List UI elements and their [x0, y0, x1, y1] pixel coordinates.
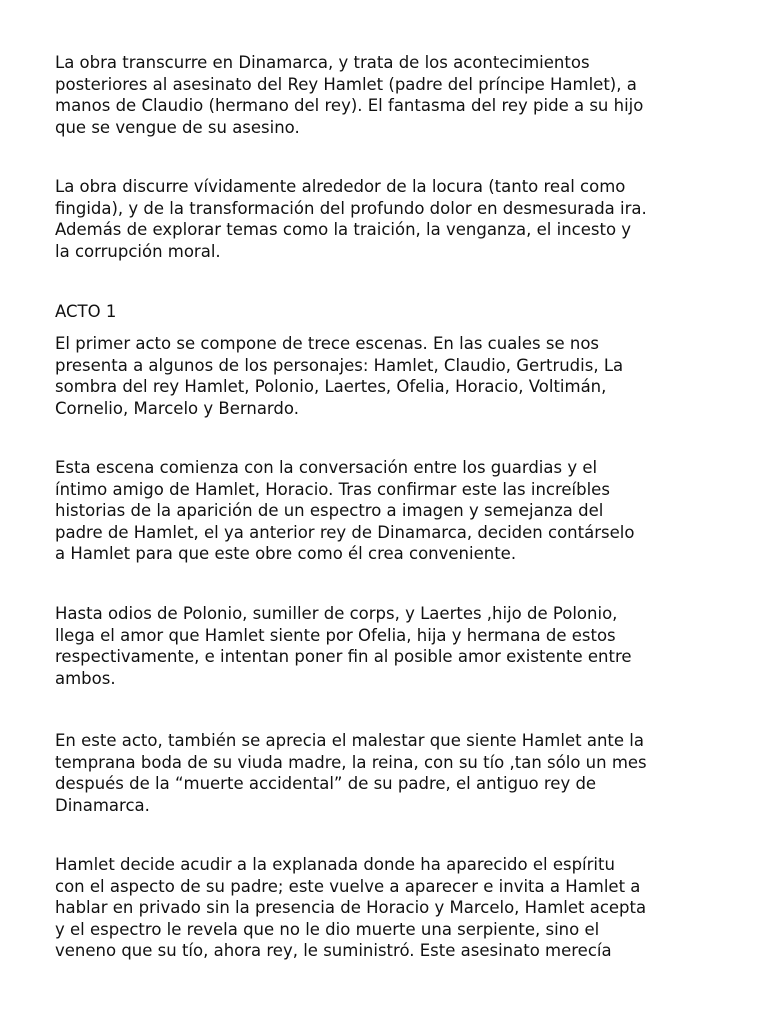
section-heading-acto-1 — [55, 301, 755, 323]
paragraph-scene — [55, 457, 755, 565]
text-line: Hasta odios de Polonio, sumiller de corps, y Laertes ,hijo de Polonio, — [55, 604, 618, 623]
section-heading: ACTO 1 — [55, 302, 117, 321]
text-line: presenta a algunos de los personajes: Hamlet, Claudio, Gertrudis, La — [55, 355, 624, 375]
text-line: con el aspecto de su padre; este vuelve a aparecer e invita a Hamlet a — [55, 876, 641, 896]
paragraph-themes — [55, 176, 755, 262]
text-line: que se vengue de su asesino. — [55, 117, 300, 137]
text-line: ambos. — [55, 668, 116, 688]
text-line: La obra transcurre en Dinamarca, y trata de los acontecimientos — [55, 53, 590, 72]
text-line: Hamlet decide acudir a la explanada donde ha aparecido el espíritu — [55, 855, 615, 874]
text-line: sombra del rey Hamlet, Polonio, Laertes, Ofelia, Horacio, Voltimán, — [55, 377, 607, 397]
text-line: veneno que su tío, ahora rey, le suministró. Este asesinato merecía — [55, 941, 612, 961]
paragraph-malestar — [55, 730, 755, 816]
text-line: manos de Claudio (hermano del rey). El fantasma del rey pide a su hijo — [55, 96, 644, 116]
text-line: temprana boda de su viuda madre, la reina, con su tío ,tan sólo un mes — [55, 752, 647, 772]
paragraph-espiritu — [55, 854, 755, 962]
text-line: Dinamarca. — [55, 795, 150, 815]
paragraph-polonio — [55, 603, 755, 689]
text-line: íntimo amigo de Hamlet, Horacio. Tras confirmar este las increíbles — [55, 479, 610, 499]
text-line: hablar en privado sin la presencia de Horacio y Marcelo, Hamlet acepta — [55, 898, 647, 918]
text-line: Además de explorar temas como la traición, la venganza, el incesto y — [55, 220, 632, 240]
text-line: fingida), y de la transformación del profundo dolor en desmesurada ira. — [55, 198, 647, 218]
text-line: En este acto, también se aprecia el malestar que siente Hamlet ante la — [55, 731, 644, 750]
text-line: posteriores al asesinato del Rey Hamlet (padre del príncipe Hamlet), a — [55, 74, 637, 94]
text-line: padre de Hamlet, el ya anterior rey de Dinamarca, deciden contárselo — [55, 522, 635, 542]
text-line: historias de la aparición de un espectro a imagen y semejanza del — [55, 501, 604, 521]
text-line: y el espectro le revela que no le dio muerte una serpiente, sino el — [55, 919, 600, 939]
text-line: después de la “muerte accidental” de su padre, el antiguo rey de — [55, 774, 597, 794]
text-line: la corrupción moral. — [55, 241, 221, 261]
text-line: Esta escena comienza con la conversación entre los guardias y el — [55, 458, 598, 477]
text-line: La obra discurre vívidamente alrededor de la locura (tanto real como — [55, 177, 626, 196]
text-line: llega el amor que Hamlet siente por Ofelia, hija y hermana de estos — [55, 625, 616, 645]
paragraph-characters — [55, 333, 755, 419]
text-line: respectivamente, e intentan poner fin al posible amor existente entre — [55, 647, 632, 667]
text-line: El primer acto se compone de trece escenas. En las cuales se nos — [55, 334, 600, 353]
text-line: Cornelio, Marcelo y Bernardo. — [55, 398, 299, 418]
text-line: a Hamlet para que este obre como él crea conveniente. — [55, 544, 517, 564]
paragraph-intro — [55, 52, 755, 138]
